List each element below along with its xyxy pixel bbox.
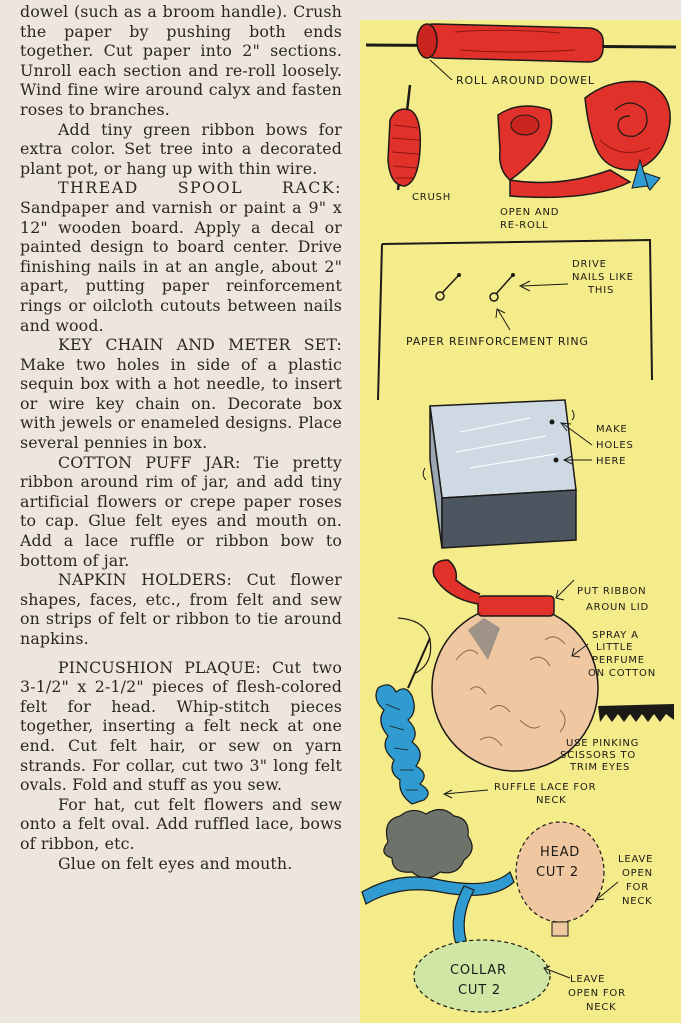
- label-drive: DRIVE: [572, 259, 607, 270]
- label-neck-2: NECK: [622, 896, 653, 907]
- label-open-and: OPEN AND: [500, 207, 560, 218]
- paragraph-cotton-puff-jar: [20, 453, 342, 571]
- label-roll-around-dowel: ROLL AROUND DOWEL: [456, 74, 595, 87]
- paragraph-eyes: Glue on felt eyes and mouth.: [58, 853, 293, 873]
- illustrations-svg: [360, 20, 681, 1023]
- body-key-chain: Make two holes in side of a plastic sequin box with a hot needle, to insert or wire key chain on. Decorate box with jewels or enameled designs. Place several pennies in box.: [20, 354, 342, 453]
- pinking-sample-illustration: [598, 704, 674, 722]
- dowel-roll-illustration: [366, 24, 676, 62]
- label-re-roll: RE-ROLL: [500, 220, 549, 231]
- illustration-panel: [360, 20, 681, 1023]
- paragraph-hat: For hat, cut felt flowers and sew onto a felt oval. Add ruffled lace, bows of ribbon, etc.: [20, 794, 342, 853]
- label-neck-3: NECK: [586, 1002, 617, 1013]
- paragraph-pincushion-plaque: [20, 658, 342, 795]
- sequin-box-illustration: [423, 400, 592, 548]
- label-use-pinking: USE PINKING: [566, 738, 640, 749]
- label-aroun-lid: AROUN LID: [586, 602, 650, 613]
- paragraph-thread-spool-rack: [20, 178, 342, 335]
- label-paper-reinforcement-ring: PAPER REINFORCEMENT RING: [406, 335, 589, 348]
- label-nails-like: NAILS LIKE: [572, 272, 634, 283]
- needle-thread-illustration: [398, 618, 431, 688]
- ribbon-strip-illustration: [362, 872, 514, 950]
- label-spray-a: SPRAY A: [592, 630, 639, 641]
- heading-key-chain: KEY CHAIN AND METER SET:: [58, 335, 342, 355]
- body-pincushion-plaque: Cut two 3-1/2" x 2-1/2" pieces of flesh-colored felt for head. Whip-stitch pieces together, inserting a felt neck at one end. Cut felt hair, or sew on yarn strands. For collar, cut two 3" long felt ovals. Fold and stuff as you sew.: [20, 657, 342, 795]
- label-little: LITTLE: [596, 642, 634, 653]
- label-scissors-to: SCISSORS TO: [560, 750, 637, 761]
- spool-board-illustration: [378, 240, 652, 400]
- body-thread-spool-rack: Sandpaper and varnish or paint a 9" x 12" wooden board. Apply a decal or painted design to board center. Drive finishing nails in at an angle, about 2" apart, putting paper reinforcement rings or oilcloth cutouts between nails and wood.: [20, 197, 342, 335]
- crushed-roll-illustration: [388, 85, 420, 190]
- label-leave: LEAVE: [618, 854, 654, 865]
- label-neck: NECK: [536, 795, 567, 806]
- paragraph-key-chain: [20, 335, 342, 453]
- heading-napkin-holders: NAPKIN HOLDERS:: [58, 570, 232, 590]
- label-for: FOR: [626, 882, 649, 893]
- felt-hair-illustration: [384, 809, 472, 878]
- label-put-ribbon: PUT RIBBON: [577, 586, 647, 597]
- label-collar: COLLAR: [450, 963, 507, 978]
- label-trim-eyes: TRIM EYES: [570, 762, 631, 773]
- body-napkin-holders: Cut flower shapes, faces, etc., from felt and sew on strips of felt or ribbon to tie around napkins.: [20, 570, 342, 648]
- paragraph-ribbon-bows: Add tiny green ribbon bows for extra color. Set tree into a decorated plant pot, or hang up with thin wire.: [20, 119, 342, 178]
- label-perfume: PERFUME: [592, 655, 645, 666]
- label-leave-open-for: LEAVE: [570, 974, 606, 985]
- heading-cotton-puff-jar: COTTON PUFF JAR:: [58, 452, 241, 472]
- label-ruffle-lace-for: RUFFLE LACE FOR: [494, 782, 597, 793]
- label-crush: CRUSH: [412, 192, 452, 203]
- label-here: HERE: [596, 456, 627, 467]
- label-holes: HOLES: [596, 440, 634, 451]
- label-open-for: OPEN FOR: [568, 988, 626, 999]
- article-column: [20, 2, 342, 1023]
- pointer-line: [430, 60, 452, 80]
- label-head: HEAD: [540, 845, 581, 860]
- body-cotton-puff-jar: Tie pretty ribbon around rim of jar, and add tiny artificial flowers or crepe paper roses to cap. Glue felt eyes and mouth on. Add a lace ruffle or ribbon bow to bottom of jar.: [20, 452, 342, 570]
- reroll-rose-illustration: [498, 81, 670, 197]
- paragraph-napkin-holders: [20, 570, 342, 648]
- label-collar-cut-2: CUT 2: [458, 983, 501, 998]
- heading-pincushion-plaque: PINCUSHION PLAQUE:: [58, 657, 261, 677]
- label-head-cut-2: CUT 2: [536, 865, 579, 880]
- heading-thread-spool-rack: THREAD SPOOL RACK:: [58, 178, 342, 198]
- label-this: THIS: [588, 285, 615, 296]
- label-on-cotton: ON COTTON: [588, 668, 656, 679]
- label-open: OPEN: [622, 868, 653, 879]
- label-make: MAKE: [596, 424, 628, 435]
- paragraph-rose-tree-end: dowel (such as a broom handle). Crush the paper by pushing both ends together. Cut paper into 2" sections. Unroll each section and re-roll loosely. Wind fine wire around calyx and fasten roses to branches.: [20, 2, 342, 119]
